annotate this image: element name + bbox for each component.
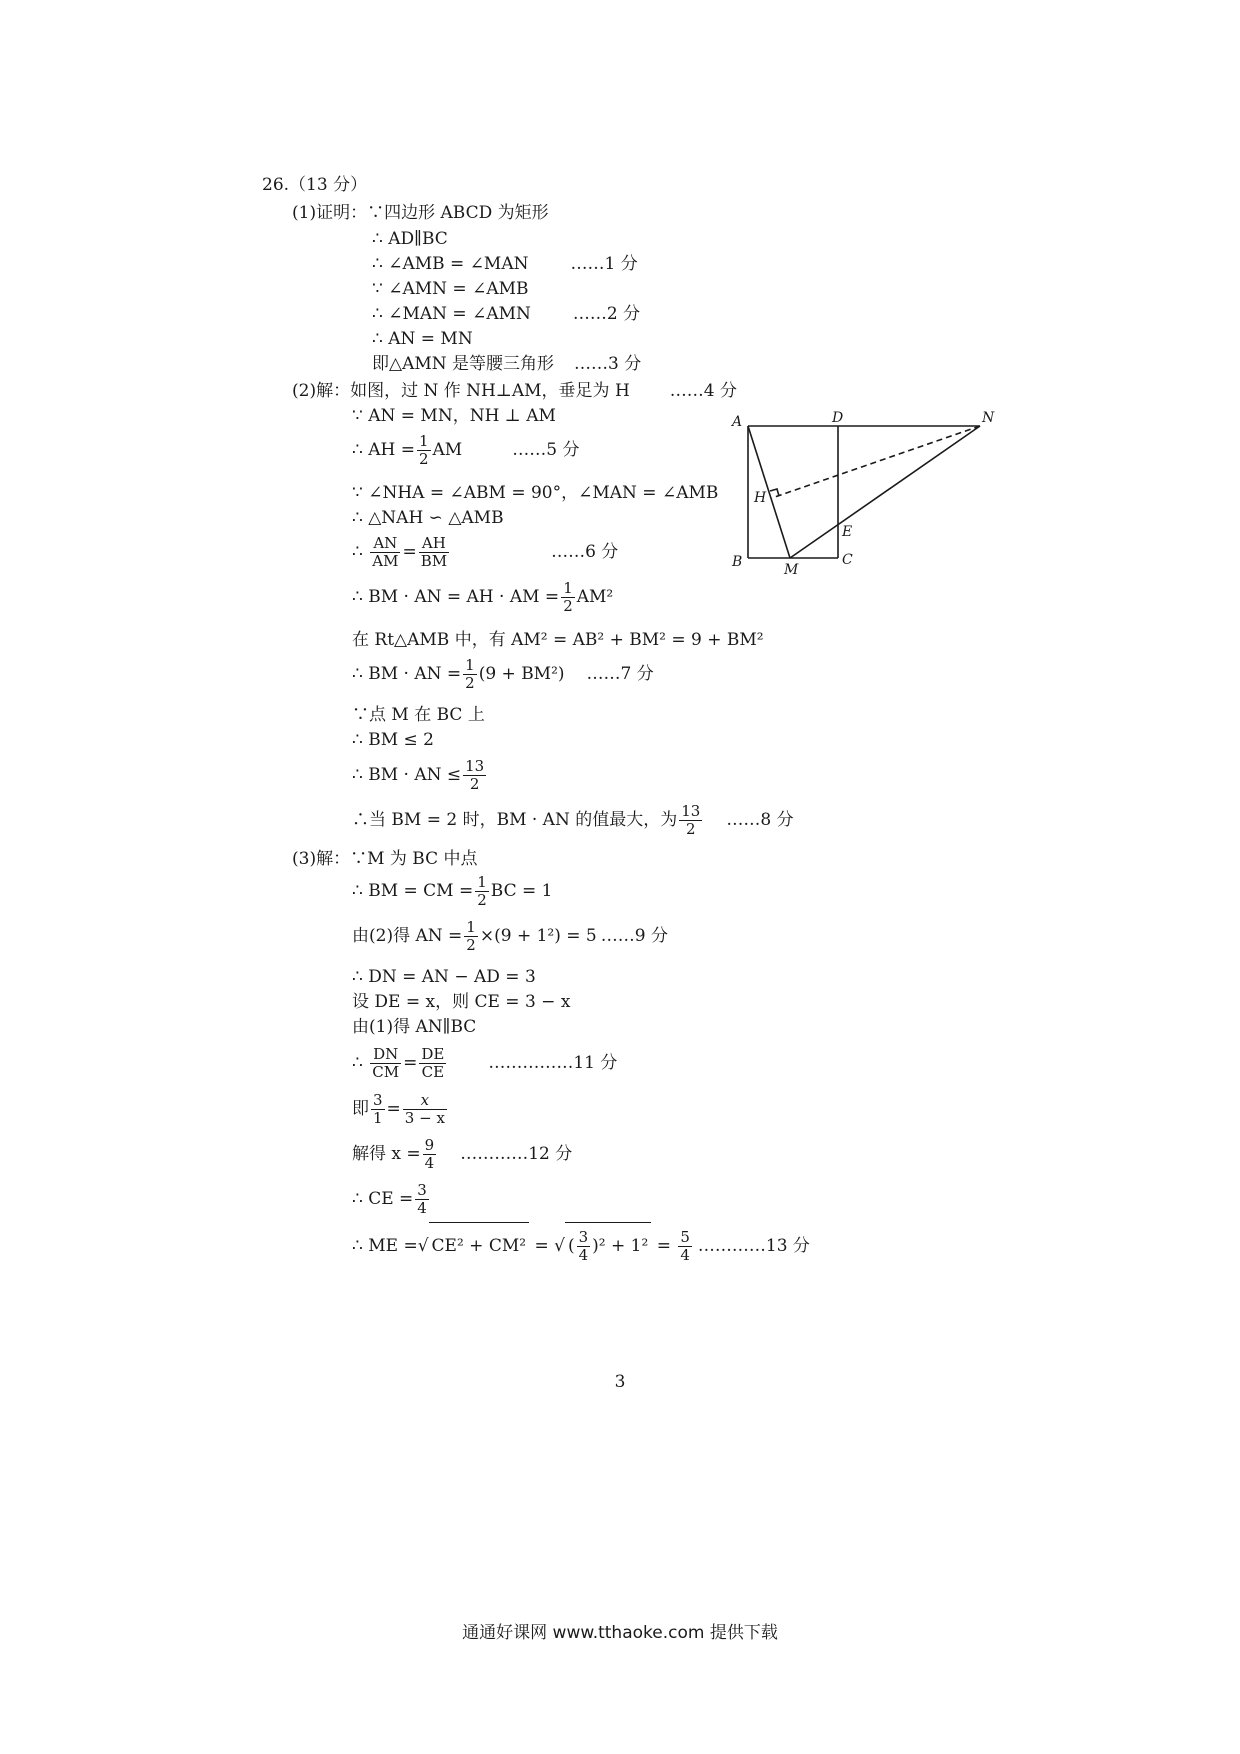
part2-step: ∵ ∠NHA = ∠ABM = 90°，∠MAN = ∠AMB [352, 483, 719, 503]
part1-step: ∴ ∠AMB = ∠MAN ……1 分 [372, 254, 638, 274]
part1-step: ∵ ∠AMN = ∠AMB [372, 279, 529, 299]
label-n: N [982, 410, 995, 426]
score-mark: ……9 分 [600, 926, 668, 946]
fraction-x-3mx: $\frac{x}{3 - x}$ [404, 1091, 445, 1127]
part2-step: ∴ △NAH ∽ △AMB [352, 508, 504, 528]
score-mark: ……5 分 [512, 440, 580, 460]
part1-step: 即△AMN 是等腰三角形 ……3 分 [372, 354, 642, 374]
fraction-me: $\frac{5}{4}$ [680, 1228, 690, 1264]
fraction-dn-cm: $\frac{DN}{CM}$ [372, 1045, 400, 1081]
part2-intro: (2)解：如图，过 N 作 NH⊥AM，垂足为 H ……4 分 [292, 381, 738, 401]
label-a: A [732, 414, 743, 430]
fraction-3-1: $\frac{3}{1}$ [373, 1091, 383, 1127]
part3-step: ∴ ME =√ CE² + CM² = √ ( $\frac{3}{4}$ )² + 1² = $\frac{5}{4}$ …………13 分 [352, 1222, 810, 1269]
fraction-max: $\frac{13}{2}$ [465, 757, 485, 793]
fraction-half: $\frac{1}{2}$ [418, 432, 429, 468]
part2-step: ∴ $\frac{AN}{AM}$ = $\frac{AH}{BM}$ ……6 分 [352, 534, 619, 570]
score-mark: ……………11 分 [488, 1053, 618, 1073]
fraction-ce: $\frac{3}{4}$ [417, 1181, 427, 1217]
part1-step: ∴ ∠MAN = ∠AMN ……2 分 [372, 304, 641, 324]
geometry-figure [720, 408, 1000, 578]
part2-step: ∴ BM · AN = AH · AM = $\frac{1}{2}$ AM² [352, 579, 614, 615]
part3-step: ∴ BM = CM = $\frac{1}{2}$ BC = 1 [352, 873, 553, 909]
part3-step: 由(1)得 AN∥BC [352, 1017, 477, 1037]
part1-step: ∴ AN = MN [372, 329, 473, 349]
part2-step: ∴ BM ≤ 2 [352, 730, 434, 750]
part1-step: ∴ AD∥BC [372, 229, 448, 249]
label-h: H [754, 490, 767, 506]
fraction-x: $\frac{9}{4}$ [424, 1136, 435, 1172]
label-c: C [842, 552, 853, 568]
fraction-half: $\frac{1}{2}$ [466, 918, 476, 954]
score-mark: ……3 分 [574, 354, 642, 374]
fraction-de-ce: $\frac{DE}{CE}$ [421, 1045, 445, 1081]
label-m: M [784, 562, 799, 578]
part2-step: ∴ AH = $\frac{1}{2}$ AM ……5 分 [352, 432, 580, 468]
footer-credit: 通通好课网 www.tthaoke.com 提供下载 [462, 1623, 778, 1643]
score-mark: ……6 分 [551, 542, 619, 562]
fraction-ah-bm: $\frac{AH}{BM}$ [420, 534, 448, 570]
score-mark: …………13 分 [697, 1236, 810, 1256]
fraction-half: $\frac{1}{2}$ [563, 579, 573, 615]
part3-step: ∴ CE = $\frac{3}{4}$ [352, 1181, 427, 1217]
label-e: E [842, 524, 853, 540]
part1-intro: (1)证明：∵四边形 ABCD 为矩形 [292, 203, 549, 223]
radical: CE² + CM² [429, 1222, 530, 1269]
part2-step: ∵ AN = MN，NH ⊥ AM [352, 406, 556, 426]
fraction-ce: $\frac{3}{4}$ [578, 1228, 589, 1264]
segment-mn [790, 426, 980, 558]
radical: ( $\frac{3}{4}$ )² + 1² [565, 1222, 651, 1269]
score-mark: ……7 分 [586, 664, 654, 684]
part3-intro: (3)解：∵M 为 BC 中点 [292, 849, 478, 869]
part3-step: 由(2)得 AN = $\frac{1}{2}$ ×(9 + 1²) = 5 ……9 分 [352, 918, 668, 954]
fraction-half: $\frac{1}{2}$ [465, 656, 475, 692]
part3-step: 解得 x = $\frac{9}{4}$ …………12 分 [352, 1136, 573, 1172]
part2-step: ∴ BM · AN ≤ $\frac{13}{2}$ [352, 757, 485, 793]
part3-step: 设 DE = x，则 CE = 3 − x [352, 992, 571, 1012]
fraction-an-am: $\frac{AN}{AM}$ [372, 534, 399, 570]
label-b: B [732, 554, 743, 570]
score-mark: …………12 分 [460, 1144, 573, 1164]
part2-step: ∴当 BM = 2 时，BM · AN 的值最大，为 $\frac{13}{2}$ ……8 分 [352, 802, 794, 838]
score-mark: ……8 分 [726, 810, 794, 830]
problem-header: 26.（13 分） [262, 175, 368, 195]
right-angle-mark [770, 489, 779, 496]
part2-step: ∵点 M 在 BC 上 [352, 705, 485, 725]
segment-nh [772, 426, 980, 498]
part3-step: 即 $\frac{3}{1}$ = $\frac{x}{3 - x}$ [352, 1091, 445, 1127]
part3-step: ∴ $\frac{DN}{CM}$ = $\frac{DE}{CE}$ ……………11 分 [352, 1045, 618, 1081]
score-mark: ……4 分 [669, 381, 738, 401]
part3-step: ∴ DN = AN − AD = 3 [352, 967, 536, 987]
page-number: 3 [614, 1372, 626, 1392]
label-d: D [832, 410, 844, 426]
part2-step: 在 Rt△AMB 中，有 AM² = AB² + BM² = 9 + BM² [352, 630, 764, 650]
fraction-half: $\frac{1}{2}$ [477, 873, 487, 909]
score-mark: ……2 分 [572, 304, 641, 324]
fraction-max: $\frac{13}{2}$ [681, 802, 701, 838]
part2-step: ∴ BM · AN = $\frac{1}{2}$ (9 + BM²) ……7 分 [352, 656, 654, 692]
score-mark: ……1 分 [570, 254, 638, 274]
